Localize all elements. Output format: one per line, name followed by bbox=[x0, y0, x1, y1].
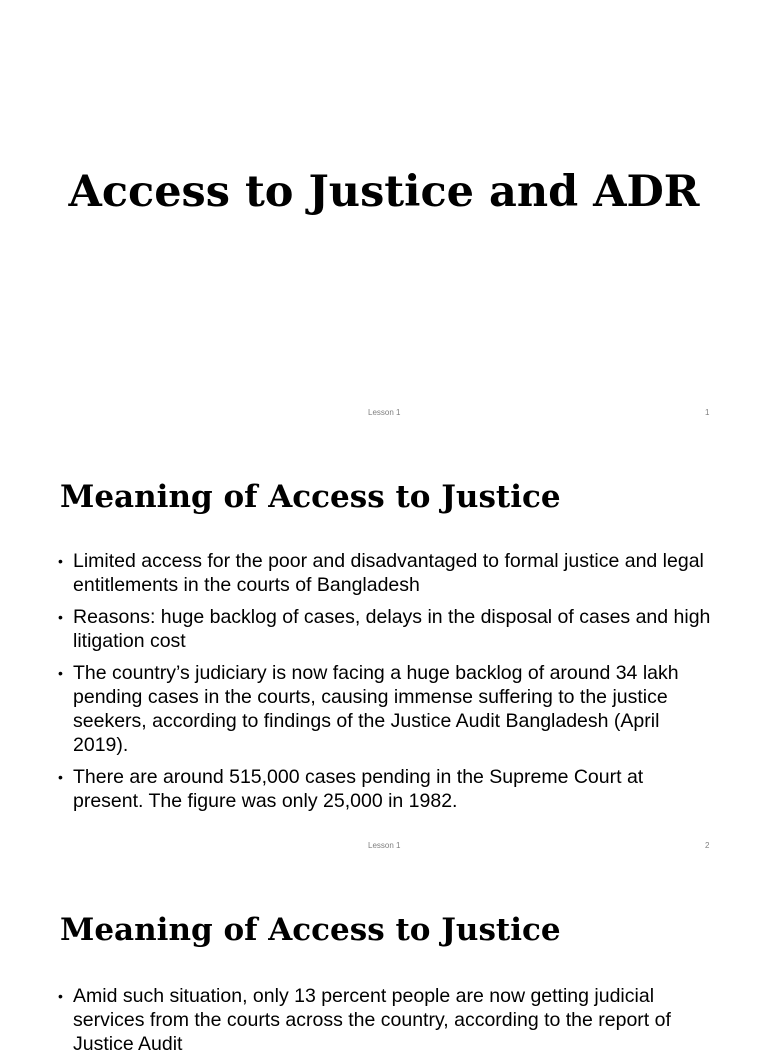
bullet-text: Amid such situation, only 13 percent people are now getting judicial services from the courts across the country, according to the report of Justice Audit bbox=[73, 985, 671, 1055]
bullet-text: There are around 515,000 cases pending in the Supreme Court at present. The figure was only 25,000 in 1982. bbox=[73, 766, 644, 812]
slide-1-footer-label: Lesson 1 bbox=[368, 408, 401, 417]
slide-2-bullet-list bbox=[56, 549, 716, 821]
slide-3 bbox=[0, 866, 768, 1055]
bullet-text: Reasons: huge backlog of cases, delays in the disposal of cases and high litigation cost bbox=[73, 606, 711, 652]
slide-1-title: Access to Justice and ADR bbox=[68, 167, 700, 217]
bullet-item bbox=[56, 661, 716, 757]
bullet-item bbox=[56, 549, 716, 597]
slide-3-bullet-list bbox=[56, 984, 716, 1064]
bullet-icon: • bbox=[58, 609, 63, 625]
slide-3-title: Meaning of Access to Justice bbox=[60, 912, 561, 948]
bullet-item bbox=[56, 765, 716, 813]
bullet-text: The country’s judiciary is now facing a huge backlog of around 34 lakh pending cases in the courts, causing immense suffering to the justice seekers, according to findings of the Justice Audit Bangladesh (April 2019). bbox=[73, 662, 679, 756]
slide-2-title: Meaning of Access to Justice bbox=[60, 479, 561, 515]
bullet-icon: • bbox=[58, 769, 63, 785]
bullet-item bbox=[56, 984, 716, 1056]
slide-2-page-number: 2 bbox=[705, 841, 710, 850]
bullet-icon: • bbox=[58, 988, 63, 1004]
bullet-text: Limited access for the poor and disadvantaged to formal justice and legal entitlements in the courts of Bangladesh bbox=[73, 550, 704, 596]
slide-1-page-number: 1 bbox=[705, 408, 710, 417]
slide-2-footer-label: Lesson 1 bbox=[368, 841, 401, 850]
bullet-icon: • bbox=[58, 553, 63, 569]
bullet-icon: • bbox=[58, 665, 63, 681]
slide-2 bbox=[0, 433, 768, 865]
slide-1 bbox=[0, 0, 768, 432]
bullet-item bbox=[56, 605, 716, 653]
